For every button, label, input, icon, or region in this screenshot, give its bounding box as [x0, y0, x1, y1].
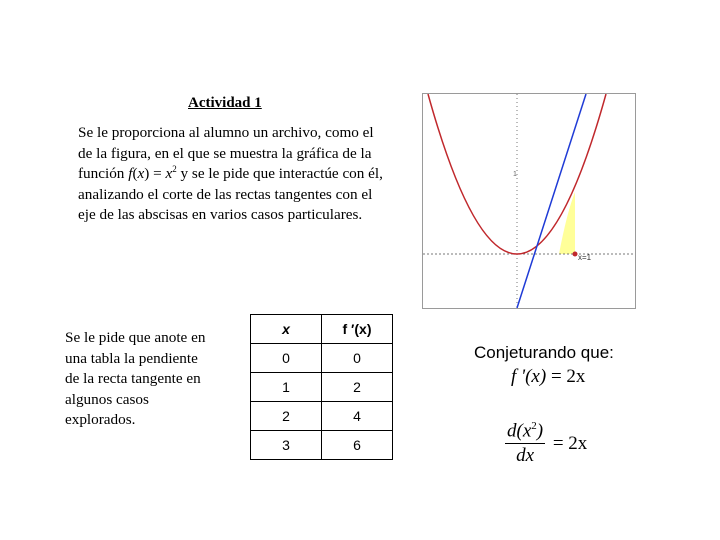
intro-x2-exponent: 2 — [172, 164, 177, 174]
table-cell: 2 — [251, 402, 322, 431]
function-graph[interactable] — [422, 93, 636, 309]
numerator-exponent: 2 — [531, 420, 537, 432]
fraction-numerator — [505, 420, 545, 444]
intro-x2-base: x — [165, 165, 173, 182]
header-x — [251, 315, 322, 344]
fraction — [505, 420, 545, 467]
table-row — [251, 431, 393, 460]
numerator-close: ) — [536, 420, 544, 442]
table-header-row — [251, 315, 393, 344]
formula1-rhs: = 2x — [550, 366, 586, 387]
shaded-region — [559, 192, 575, 254]
leibniz-formula — [505, 420, 587, 467]
slope-table — [250, 314, 393, 460]
y-tick-label: 1 — [513, 171, 517, 178]
header-x-label: x — [282, 321, 290, 337]
intro-paren-close: ) = — [144, 165, 166, 182]
header-fprime-label: f ′(x) — [342, 321, 372, 337]
intro-function-name: f — [128, 165, 133, 182]
intro-variable: x — [137, 165, 145, 182]
table-row — [251, 373, 393, 402]
table-cell: 2 — [322, 373, 393, 402]
instruction-text: Se le pide que anote en una tabla la pendiente de la recta tangente en algunos casos explorados. — [65, 329, 206, 429]
table-cell: 0 — [322, 344, 393, 373]
intro-paren-open: ( — [132, 165, 138, 182]
table-row — [251, 402, 393, 431]
intro-paragraph — [78, 123, 388, 226]
point-label: x=1 — [578, 253, 592, 262]
derivative-formula — [511, 366, 585, 388]
fraction-denominator: dx — [516, 445, 535, 467]
numerator-text: d(x — [507, 420, 532, 442]
intro-text-part1: Se le proporciona al alumno un archivo, como el de la figura, en el que se muestra la gráfica de la función — [78, 124, 374, 182]
tangent-point[interactable] — [573, 252, 578, 257]
formula1-lhs: f '(x) — [511, 366, 547, 387]
tangent-line — [517, 94, 586, 308]
table-cell: 0 — [251, 344, 322, 373]
graph-canvas — [423, 94, 635, 308]
header-fprime — [322, 315, 393, 344]
conclusion-label: Conjeturando que: — [474, 343, 614, 362]
table-cell: 4 — [322, 402, 393, 431]
activity-title: Actividad 1 — [188, 95, 262, 111]
table-cell: 3 — [251, 431, 322, 460]
intro-text-part2: y se le pide que interactúe con él, analizando el corte de las rectas tangentes con el eje de las abscisas en varios casos particulares. — [78, 165, 383, 223]
table-row — [251, 344, 393, 373]
table-cell: 1 — [251, 373, 322, 402]
table-cell: 6 — [322, 431, 393, 460]
formula2-rhs: = 2x — [552, 432, 588, 454]
